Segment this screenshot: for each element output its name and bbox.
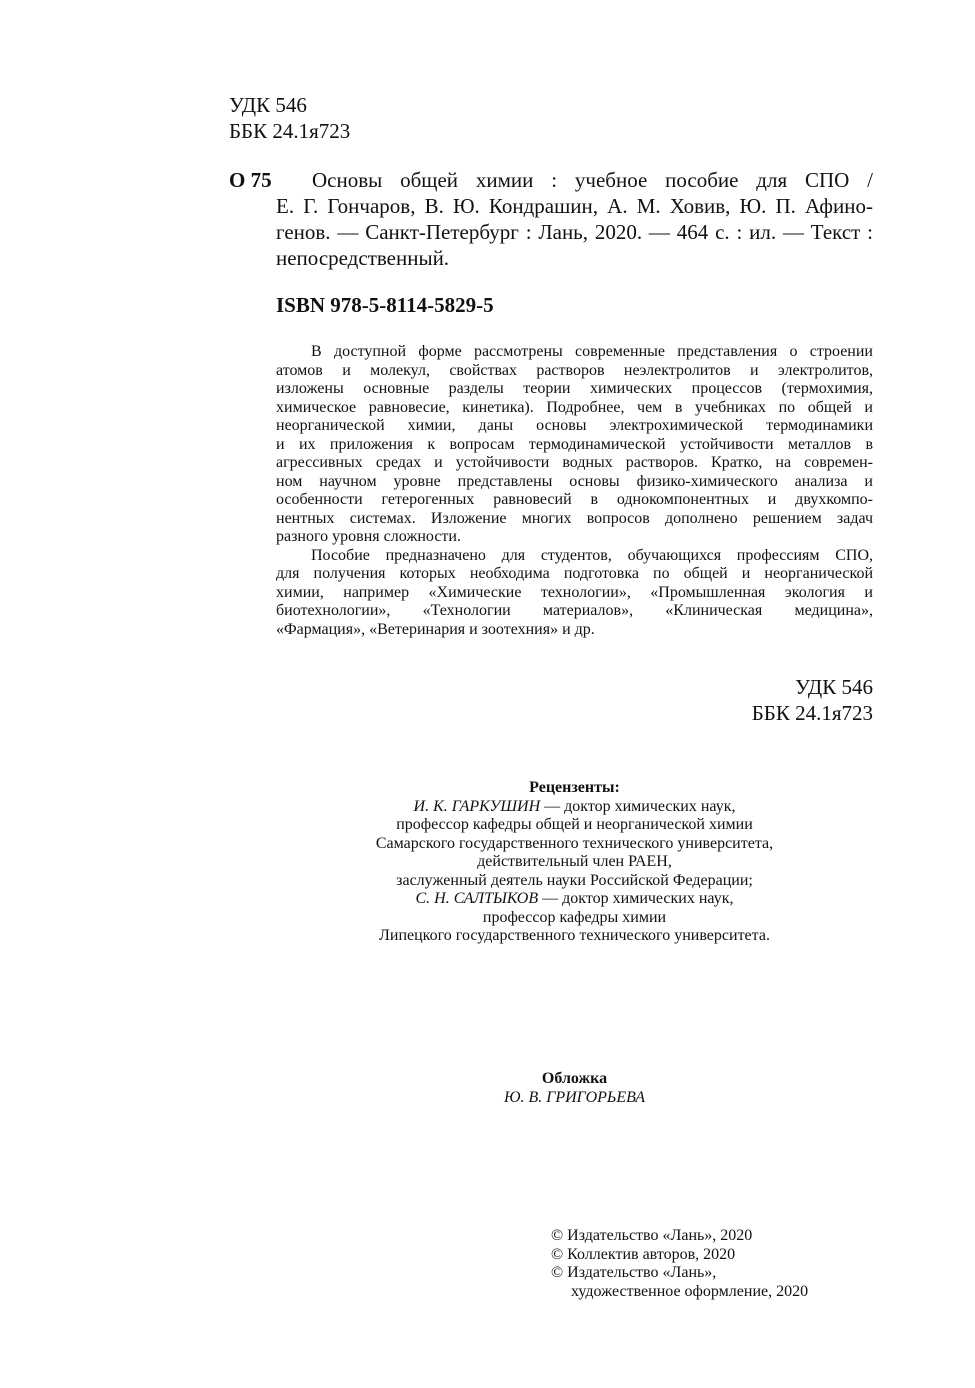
biblio-line: Основы общей химии : учебное пособие для СПО / [312, 168, 873, 192]
abstract-line: ном научном уровне представлены основы физико-химического анализа и [276, 472, 873, 490]
abstract-line: неорганической химии, даны основы электрохимической термодинамики [276, 417, 873, 434]
copyright-line: © Коллектив авторов, 2020 [551, 1245, 736, 1263]
cover-credit [276, 1070, 873, 1107]
top-classification-codes [229, 92, 350, 144]
abstract-line: Пособие предназначено для студентов, обучающихся профессиям СПО, [311, 546, 873, 564]
top-udk: УДК 546 [229, 93, 307, 117]
reviewer-1-degree: — доктор химических наук, [540, 797, 736, 815]
abstract-line: «Фармация», «Ветеринария и зоотехния» и др. [276, 620, 595, 638]
abstract-line: В доступной форме рассмотрены современные представления о строении [311, 343, 873, 360]
reviewer-2-line: профессор кафедры химии [482, 908, 667, 926]
biblio-line: непосредственный. [276, 246, 450, 270]
abstract-line: особенности гетерогенных равновесий в однокомпонентных и двухкомпо- [276, 491, 873, 508]
reviewer-2-title [276, 890, 873, 909]
reviewer-1-line: Самарского государственного технического университета, [375, 834, 774, 852]
reviewers-heading: Рецензенты: [529, 779, 620, 796]
biblio-line: генов. — Санкт-Петербург : Лань, 2020. — 464 с. : ил. — Текст : [276, 220, 873, 244]
abstract-line: для получения которых необходима подготовка по общей и неорганической [276, 565, 873, 582]
isbn: ISBN 978-5-8114-5829-5 [276, 293, 494, 317]
abstract-line: химическое равновесие, кинетика). Подробнее, чем в учебниках по общей и [276, 398, 873, 416]
abstract-line: разного уровня сложности. [276, 528, 461, 545]
reviewer-1-line: действительный член РАЕН, [477, 853, 672, 870]
reviewer-2-line: Липецкого государственного технического университета. [379, 927, 770, 944]
abstract-line: атомов и молекул, свойствах растворов неэлектролитов и электролитов, [276, 361, 873, 379]
bibliographic-description [276, 167, 873, 271]
reviewer-1-line: заслуженный деятель науки Российской Федерации; [396, 871, 753, 889]
abstract-line: нентных системах. Изложение многих вопросов дополнено решением задач [276, 509, 873, 527]
reviewer-2-name: С. Н. САЛТЫКОВ [415, 890, 539, 907]
abstract-line: и их приложения к вопросам термодинамической устойчивости металлов в [276, 435, 873, 453]
author-mark: О 75 [229, 168, 272, 192]
abstract-line: агрессивных средах и устойчивости водных растворов. Кратко, на современ- [276, 454, 873, 471]
bottom-bbk: ББК 24.1я723 [751, 701, 873, 725]
abstract-line: изложены основные разделы теории химических процессов (термохимия, [276, 380, 873, 397]
copyright-line: © Издательство «Лань», 2020 [551, 1227, 753, 1244]
reviewer-1-name: И. К. ГАРКУШИН [413, 797, 541, 815]
copyright-line: художественное оформление, 2020 [571, 1282, 809, 1300]
reviewer-2-degree: — доктор химических наук, [538, 890, 734, 907]
reviewer-1-title [276, 798, 873, 817]
biblio-line: Е. Г. Гончаров, В. Ю. Кондрашин, А. М. Ховив, Ю. П. Афино- [276, 194, 873, 218]
cover-designer: Ю. В. ГРИГОРЬЕВА [503, 1088, 646, 1106]
top-bbk: ББК 24.1я723 [229, 119, 351, 143]
cover-heading: Обложка [541, 1070, 608, 1087]
abstract [276, 343, 873, 639]
bottom-udk: УДК 546 [795, 675, 873, 699]
abstract-line: химии, например «Химические технологии», «Промышленная экология и [276, 583, 873, 601]
bottom-classification-codes [600, 674, 873, 726]
copyright-line: © Издательство «Лань», [551, 1264, 717, 1281]
reviewer-1-line: профессор кафедры общей и неорганической химии [396, 816, 753, 833]
reviewers [276, 779, 873, 946]
abstract-line: биотехнологии», «Технологии материалов», «Клиническая медицина», [276, 602, 873, 619]
copyright-block [551, 1227, 808, 1301]
